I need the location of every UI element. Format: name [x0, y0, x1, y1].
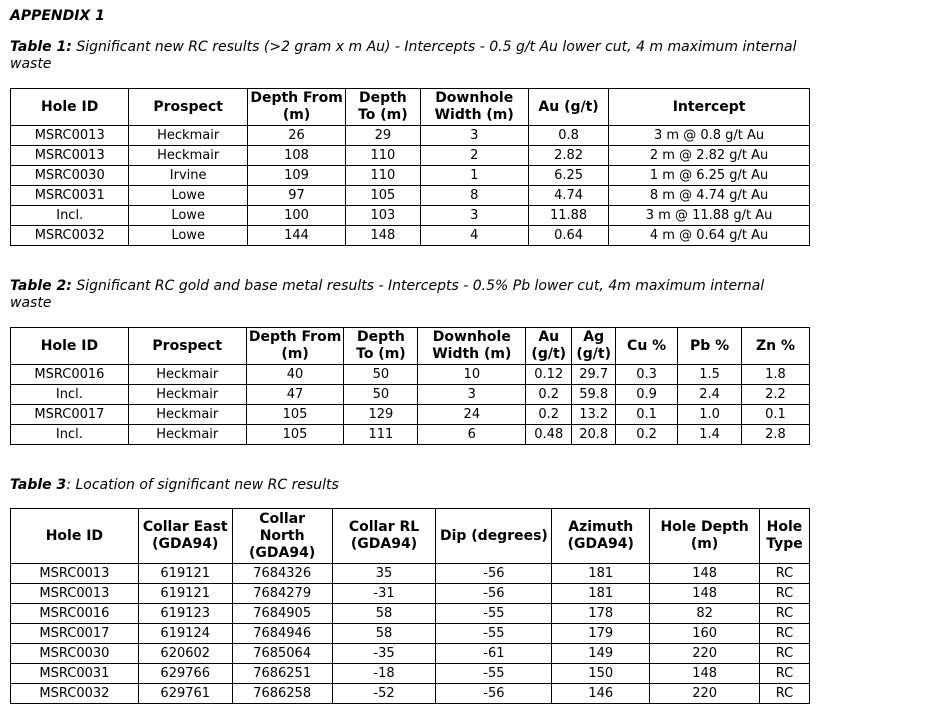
table2	[10, 327, 810, 445]
table-cell: 110	[346, 166, 420, 186]
table-cell: 178	[552, 604, 650, 624]
table-row	[11, 624, 810, 644]
table-cell: MSRC0032	[11, 226, 129, 246]
table-cell: 220	[650, 644, 760, 664]
table-cell: 144	[247, 226, 345, 246]
table3-col-header: Hole Depth (m)	[650, 509, 760, 564]
table2-col-header: Cu %	[616, 328, 678, 365]
table-cell: 11.88	[528, 206, 608, 226]
table-cell: 29	[346, 126, 420, 146]
table-cell: 20.8	[572, 425, 616, 445]
table-cell: 2	[420, 146, 528, 166]
table-cell: 0.2	[526, 405, 572, 425]
table-row	[11, 584, 810, 604]
table-cell: 58	[332, 604, 436, 624]
table-cell: 1	[420, 166, 528, 186]
table-cell: MSRC0016	[11, 365, 129, 385]
table3-caption	[10, 477, 810, 494]
table-cell: -55	[436, 664, 552, 684]
table-cell: 0.9	[616, 385, 678, 405]
table-cell: MSRC0013	[11, 584, 139, 604]
table-cell: 148	[650, 584, 760, 604]
table-cell: MSRC0031	[11, 186, 129, 206]
table-cell: MSRC0013	[11, 564, 139, 584]
table-cell: -18	[332, 664, 436, 684]
table-cell: 47	[246, 385, 344, 405]
table-cell: 50	[344, 385, 418, 405]
table-cell: RC	[760, 584, 810, 604]
table-cell: RC	[760, 604, 810, 624]
table2-col-header: Downhole Width (m)	[418, 328, 526, 365]
table-row	[11, 604, 810, 624]
table-cell: 58	[332, 624, 436, 644]
table2-col-header: Pb %	[678, 328, 742, 365]
table-cell: MSRC0016	[11, 604, 139, 624]
table-cell: 2.8	[742, 425, 810, 445]
table-cell: 13.2	[572, 405, 616, 425]
table-cell: 1.4	[678, 425, 742, 445]
table-cell: Heckmair	[129, 126, 247, 146]
table-row	[11, 146, 810, 166]
table-row	[11, 365, 810, 385]
table-cell: 3	[418, 385, 526, 405]
table-cell: MSRC0013	[11, 146, 129, 166]
table-cell: 0.2	[616, 425, 678, 445]
table-cell: 8 m @ 4.74 g/t Au	[609, 186, 810, 206]
table-cell: 149	[552, 644, 650, 664]
table-cell: 110	[346, 146, 420, 166]
table-cell: RC	[760, 684, 810, 704]
table-cell: 6	[418, 425, 526, 445]
table1-col-header: Hole ID	[11, 89, 129, 126]
table-cell: 2.4	[678, 385, 742, 405]
table-row	[11, 405, 810, 425]
table3-col-header: Hole ID	[11, 509, 139, 564]
table-cell: 0.12	[526, 365, 572, 385]
table-cell: 105	[246, 425, 344, 445]
table2-col-header: Hole ID	[11, 328, 129, 365]
table-cell: -56	[436, 684, 552, 704]
table-cell: 160	[650, 624, 760, 644]
table-cell: 103	[346, 206, 420, 226]
table-cell: RC	[760, 564, 810, 584]
table1-col-header: Downhole Width (m)	[420, 89, 528, 126]
table2-col-header: Au (g/t)	[526, 328, 572, 365]
table-cell: 7684279	[232, 584, 332, 604]
table-cell: 50	[344, 365, 418, 385]
table1-caption	[10, 39, 810, 73]
table-cell: 1.0	[678, 405, 742, 425]
table-cell: 105	[246, 405, 344, 425]
table-cell: Lowe	[129, 226, 247, 246]
table-cell: 7686258	[232, 684, 332, 704]
table-cell: 82	[650, 604, 760, 624]
table-cell: 0.2	[526, 385, 572, 405]
table-cell: Incl.	[11, 385, 129, 405]
table2-col-header: Zn %	[742, 328, 810, 365]
table1-caption-label: Table 1:	[10, 39, 72, 55]
table-cell: Heckmair	[128, 365, 246, 385]
table-cell: 10	[418, 365, 526, 385]
table3	[10, 508, 810, 704]
table-cell: 629761	[138, 684, 232, 704]
table-cell: Heckmair	[128, 405, 246, 425]
table-cell: MSRC0030	[11, 644, 139, 664]
table-cell: Incl.	[11, 425, 129, 445]
table3-header-row	[11, 509, 810, 564]
table-cell: -61	[436, 644, 552, 664]
table-cell: 1 m @ 6.25 g/t Au	[609, 166, 810, 186]
table-cell: 7684946	[232, 624, 332, 644]
table-cell: 0.48	[526, 425, 572, 445]
table2-caption-label: Table 2:	[10, 278, 72, 294]
table-cell: 108	[247, 146, 345, 166]
table-cell: 59.8	[572, 385, 616, 405]
table2-caption-text: Significant RC gold and base metal results - Intercepts - 0.5% Pb lower cut, 4m maximum internal waste	[10, 278, 765, 311]
table-cell: MSRC0013	[11, 126, 129, 146]
appendix-heading: APPENDIX 1	[10, 8, 105, 24]
table3-col-header: Collar East (GDA94)	[138, 509, 232, 564]
table3-col-header: Hole Type	[760, 509, 810, 564]
table2-header-row	[11, 328, 810, 365]
table-cell: 4.74	[528, 186, 608, 206]
table-cell: -56	[436, 564, 552, 584]
table-cell: 0.1	[742, 405, 810, 425]
table1-caption-text: Significant new RC results (>2 gram x m Au) - Intercepts - 0.5 g/t Au lower cut, 4 m maximum internal waste	[10, 39, 797, 72]
table1-col-header: Depth From (m)	[247, 89, 345, 126]
table-cell: 629766	[138, 664, 232, 684]
table-cell: 7684326	[232, 564, 332, 584]
table-cell: 0.3	[616, 365, 678, 385]
table-cell: 35	[332, 564, 436, 584]
table-cell: 0.8	[528, 126, 608, 146]
table-cell: 3	[420, 206, 528, 226]
table-cell: 181	[552, 584, 650, 604]
table-row	[11, 226, 810, 246]
table-cell: 2 m @ 2.82 g/t Au	[609, 146, 810, 166]
table-row	[11, 425, 810, 445]
table-row	[11, 186, 810, 206]
table-cell: Lowe	[129, 186, 247, 206]
table-cell: 181	[552, 564, 650, 584]
table-cell: MSRC0030	[11, 166, 129, 186]
table-cell: 105	[346, 186, 420, 206]
table-row	[11, 385, 810, 405]
table-cell: 3 m @ 0.8 g/t Au	[609, 126, 810, 146]
table-cell: 24	[418, 405, 526, 425]
table-cell: 29.7	[572, 365, 616, 385]
table-cell: 148	[346, 226, 420, 246]
table-cell: 148	[650, 564, 760, 584]
table-cell: 619121	[138, 584, 232, 604]
table-cell: Heckmair	[129, 146, 247, 166]
table-cell: 220	[650, 684, 760, 704]
table-cell: -56	[436, 584, 552, 604]
table3-caption-text: : Location of significant new RC results	[66, 477, 339, 493]
table-cell: RC	[760, 624, 810, 644]
table-cell: 26	[247, 126, 345, 146]
table1	[10, 88, 810, 246]
table-cell: -31	[332, 584, 436, 604]
table-cell: 0.1	[616, 405, 678, 425]
table-cell: 179	[552, 624, 650, 644]
table-cell: MSRC0031	[11, 664, 139, 684]
table-cell: 0.64	[528, 226, 608, 246]
table-cell: -35	[332, 644, 436, 664]
table-cell: 1.5	[678, 365, 742, 385]
table-cell: RC	[760, 644, 810, 664]
table-cell: -52	[332, 684, 436, 704]
table-cell: 97	[247, 186, 345, 206]
table-cell: MSRC0017	[11, 624, 139, 644]
table-cell: 40	[246, 365, 344, 385]
table-cell: 2.82	[528, 146, 608, 166]
table-cell: 100	[247, 206, 345, 226]
table-cell: 619123	[138, 604, 232, 624]
table2-col-header: Ag (g/t)	[572, 328, 616, 365]
table-cell: 2.2	[742, 385, 810, 405]
table-cell: RC	[760, 664, 810, 684]
table-cell: -55	[436, 604, 552, 624]
table-cell: 150	[552, 664, 650, 684]
table-cell: 146	[552, 684, 650, 704]
table-cell: 4	[420, 226, 528, 246]
table-cell: 7684905	[232, 604, 332, 624]
table-row	[11, 206, 810, 226]
table-cell: 619124	[138, 624, 232, 644]
table-cell: MSRC0032	[11, 684, 139, 704]
table-cell: 4 m @ 0.64 g/t Au	[609, 226, 810, 246]
table-cell: MSRC0017	[11, 405, 129, 425]
table-cell: 1.8	[742, 365, 810, 385]
table1-col-header: Au (g/t)	[528, 89, 608, 126]
table-cell: 129	[344, 405, 418, 425]
table-cell: Irvine	[129, 166, 247, 186]
table3-caption-label: Table 3	[10, 477, 67, 493]
table-cell: 7685064	[232, 644, 332, 664]
table1-col-header: Prospect	[129, 89, 247, 126]
table1-header-row	[11, 89, 810, 126]
table-cell: 620602	[138, 644, 232, 664]
table2-col-header: Depth From (m)	[246, 328, 344, 365]
table-row	[11, 644, 810, 664]
table-cell: 148	[650, 664, 760, 684]
table3-col-header: Azimuth (GDA94)	[552, 509, 650, 564]
table3-col-header: Collar RL (GDA94)	[332, 509, 436, 564]
table-cell: 3 m @ 11.88 g/t Au	[609, 206, 810, 226]
table-cell: 8	[420, 186, 528, 206]
table-cell: Heckmair	[128, 385, 246, 405]
table3-col-header: Collar North (GDA94)	[232, 509, 332, 564]
table-cell: 619121	[138, 564, 232, 584]
table-cell: Lowe	[129, 206, 247, 226]
table-cell: -55	[436, 624, 552, 644]
table-cell: 3	[420, 126, 528, 146]
table-cell: 109	[247, 166, 345, 186]
table1-col-header: Depth To (m)	[346, 89, 420, 126]
table-row	[11, 126, 810, 146]
table-cell: 6.25	[528, 166, 608, 186]
table-row	[11, 664, 810, 684]
table-cell: Heckmair	[128, 425, 246, 445]
table-cell: 7686251	[232, 664, 332, 684]
table-row	[11, 684, 810, 704]
table2-caption	[10, 278, 810, 312]
table1-col-header: Intercept	[609, 89, 810, 126]
table2-col-header: Depth To (m)	[344, 328, 418, 365]
table3-col-header: Dip (degrees)	[436, 509, 552, 564]
table-row	[11, 564, 810, 584]
table-cell: 111	[344, 425, 418, 445]
table-cell: Incl.	[11, 206, 129, 226]
table-row	[11, 166, 810, 186]
table2-col-header: Prospect	[128, 328, 246, 365]
